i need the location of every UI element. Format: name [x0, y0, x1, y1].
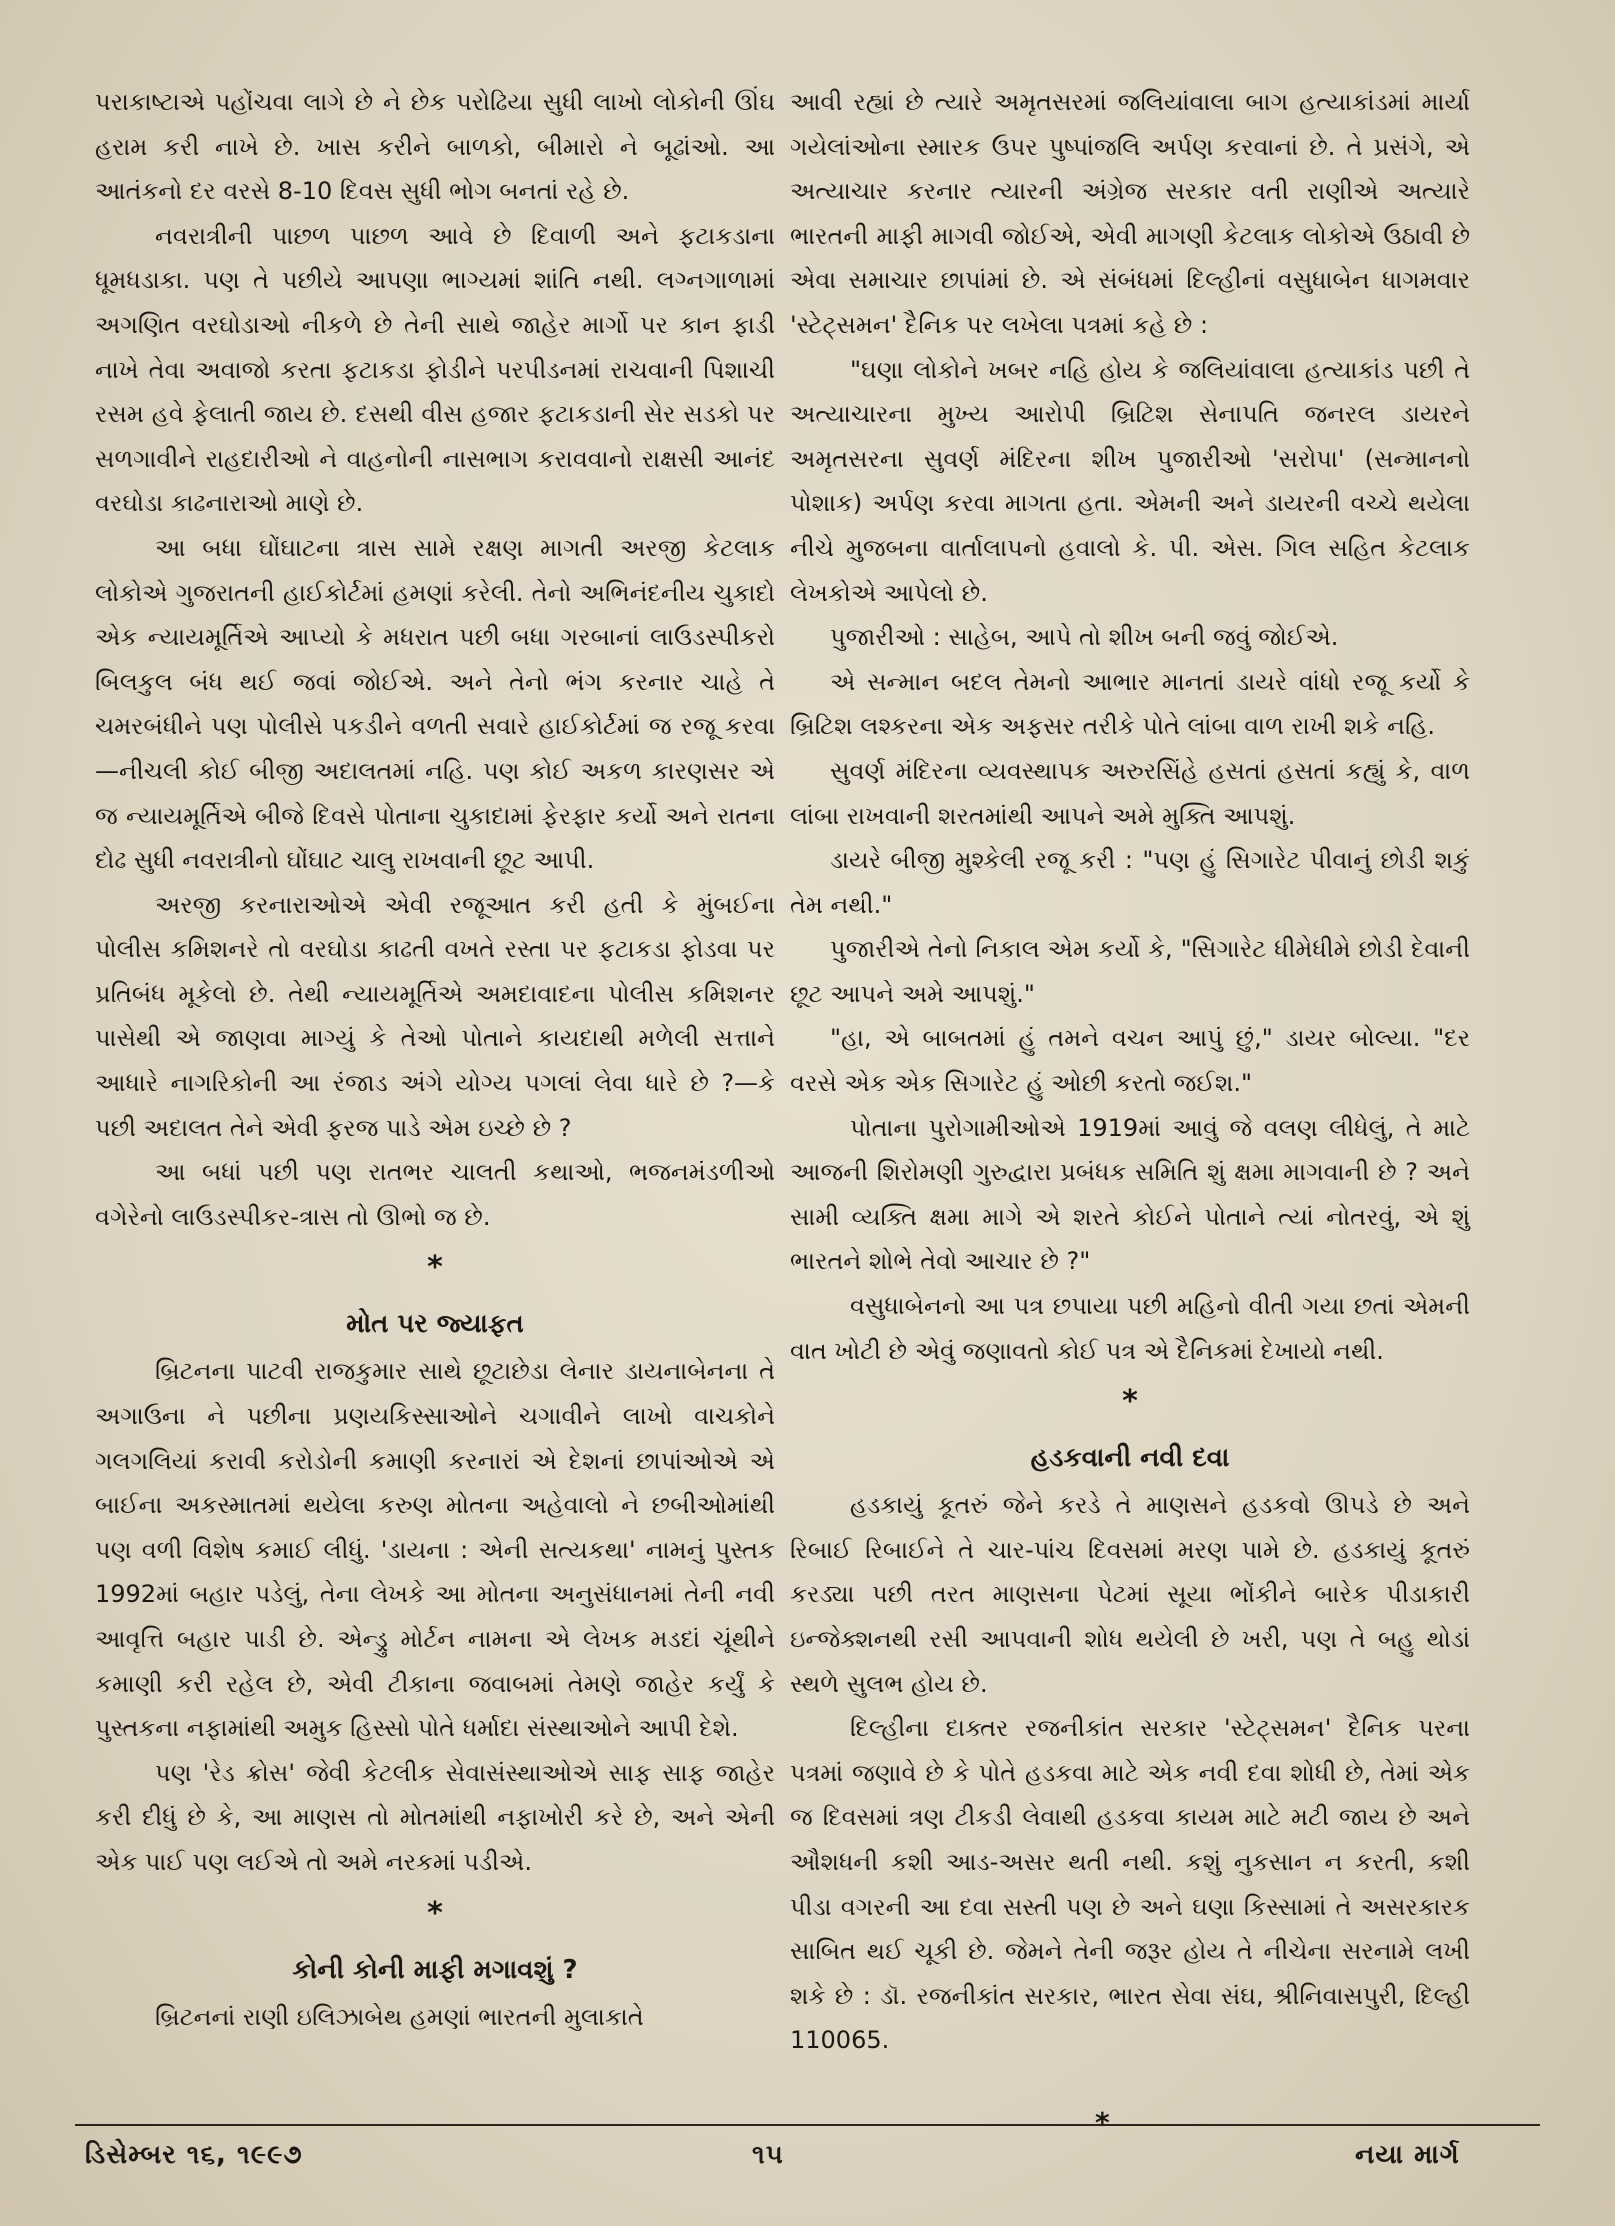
- dialog-line: સુવર્ણ મંદિરના વ્યવસ્થાપક અરુરસિંહે હસતાં હસતાં કહ્યું કે, વાળ લાંબા રાખવાની શરતમાંથી આપને અમે મુક્તિ આપશું.: [790, 756, 1470, 830]
- dialog-line: એ સન્માન બદલ તેમનો આભાર માનતાં ડાયરે વાંધો રજૂ કર્યો કે બ્રિટિશ લશ્કરના એક અફસર તરીકે પોતે લાંબા વાળ રાખી શકે નહિ.: [790, 667, 1470, 741]
- footer-star: *: [1095, 2106, 1110, 2139]
- paragraph: પરાકાષ્ટાએ પહોંચવા લાગે છે ને છેક પરોઢિયા સુધી લાખો લોકોની ઊંઘ હરામ કરી નાખે છે. ખાસ કરીને બાળકો, બીમારો ને બૂઢાંઓ. આ આતંકનો દર વરસે 8-10 દિવસ સુધી ભોગ બનતાં રહે છે.: [95, 88, 775, 206]
- paragraph: આવી રહ્યાં છે ત્યારે અમૃતસરમાં જલિયાંવાલા બાગ હત્યાકાંડમાં માર્યા ગયેલાંઓના સ્મારક ઉપર પુષ્પાંજલિ અર્પણ કરવાનાં છે. તે પ્રસંગે, એ અત્યાચાર કરનાર ત્યારની અંગ્રેજ સરકાર વતી રાણીએ અત્યારે ભારતની માફી માગવી જોઈએ, એવી માગણી કેટલાક લોકોએ ઉઠાવી છે એવા સમાચાર છાપાંમાં છે. એ સંબંધમાં દિલ્હીનાં વસુધાબેન ધાગમવાર 'સ્ટેટ્સમન' દૈનિક પર લખેલા પત્રમાં કહે છે :: [790, 88, 1470, 339]
- paragraph: બ્રિટનના પાટવી રાજકુમાર સાથે છૂટાછેડા લેનાર ડાયનાબેનના તે અગાઉના ને પછીના પ્રણયકિસ્સાઓને ચગાવીને લાખો વાચકોને ગલગલિયાં કરાવી કરોડોની કમાણી કરનારાં એ દેશનાં છાપાંઓએ એ બાઈના અકસ્માતમાં થયેલા કરુણ મોતના અહેવાલો ને છબીઓમાંથી પણ વળી વિશેષ કમાઈ લીધું. 'ડાયના : એની સત્યકથા' નામનું પુસ્તક 1992માં બહાર પડેલું, તેના લેખકે આ મોતના અનુસંધાનમાં તેની નવી આવૃત્તિ બહાર પાડી છે. એન્ડ્રુ મોર્ટન નામના એ લેખક મડદાં ચૂંથીને કમાણી કરી રહેલ છે, એવી ટીકાના જવાબમાં તેમણે જાહેર કર્યું કે પુસ્તકના નફામાંથી અમુક હિસ્સો પોતે ધર્માદા સંસ્થાઓને આપી દેશે.: [95, 1357, 775, 1743]
- paragraph: આ બધા ઘોંઘાટના ત્રાસ સામે રક્ષણ માગતી અરજી કેટલાક લોકોએ ગુજરાતની હાઈકોર્ટમાં હમણાં કરેલી. તેનો અભિનંદનીય ચુકાદો એક ન્યાયમૂર્તિએ આપ્યો કે મધરાત પછી બધા ગરબાનાં લાઉડસ્પીકરો બિલકુલ બંધ થઈ જવાં જોઈએ. અને તેનો ભંગ કરનાર ચાહે તે ચમરબંધીને પણ પોલીસે પકડીને વળતી સવારે હાઈકોર્ટમાં જ રજૂ કરવા—નીચલી કોઈ બીજી અદાલતમાં નહિ. પણ કોઈ અકળ કારણસર એ જ ન્યાયમૂર્તિએ બીજે દિવસે પોતાના ચુકાદામાં ફેરફાર કર્યો અને રાતના દોઢ સુધી નવરાત્રીનો ઘોંઘાટ ચાલુ રાખવાની છૂટ આપી.: [95, 533, 775, 875]
- footer-rule: [75, 2124, 1540, 2126]
- section-heading: મોત પર જ્યાફત: [346, 1309, 524, 1340]
- dialog-line: "હા, એ બાબતમાં હું તમને વચન આપું છું," ડાયર બોલ્યા. "દર વરસે એક એક સિગારેટ હું ઓછી કરતો જઈશ.": [790, 1024, 1470, 1098]
- paragraph: અરજી કરનારાઓએ એવી રજૂઆત કરી હતી કે મુંબઈના પોલીસ કમિશનરે તો વરઘોડા કાઢતી વખતે રસ્તા પર ફટાકડા ફોડવા પર પ્રતિબંધ મૂકેલો છે. તેથી ન્યાયમૂર્તિએ અમદાવાદના પોલીસ કમિશનર પાસેથી એ જાણવા માગ્યું કે તેઓ પોતાને કાયદાથી મળેલી સત્તાને આધારે નાગરિકોની આ રંજાડ અંગે યોગ્ય પગલાં લેવા ધારે છે ?—કે પછી અદાલત તેને એવી ફરજ પાડે એમ ઇચ્છે છે ?: [95, 890, 775, 1142]
- right-column: [790, 80, 1470, 2063]
- paragraph: દિલ્હીના દાક્તર રજનીકાંત સરકાર 'સ્ટેટ્સમન' દૈનિક પરના પત્રમાં જણાવે છે કે પોતે હડકવા માટે એક નવી દવા શોધી છે, તેમાં એક જ દિવસમાં ત્રણ ટીકડી લેવાથી હડકવા કાયમ માટે મટી જાય છે અને ઔશધની કશી આડ-અસર થતી નથી. કશું નુકસાન ન કરતી, કશી પીડા વગરની આ દવા સસ્તી પણ છે અને ઘણા કિસ્સામાં તે અસરકારક સાબિત થઈ ચૂકી છે. જેમને તેની જરૂર હોય તે નીચેના સરનામે લખી શકે છે : ડૉ. રજનીકાંત સરકાર, ભારત સેવા સંઘ, શ્રીનિવાસપુરી, દિલ્હી 110065.: [790, 1714, 1470, 2055]
- quoted-paragraph: "ઘણા લોકોને ખબર નહિ હોય કે જલિયાંવાલા હત્યાકાંડ પછી તે અત્યાચારના મુખ્ય આરોપી બ્રિટિશ સેનાપતિ જનરલ ડાયરને અમૃતસરના સુવર્ણ મંદિરના શીખ પુજારીઓ 'સરોપા' (સન્માનનો પોશાક) અર્પણ કરવા માગતા હતા. એમની અને ડાયરની વચ્ચે થયેલા નીચે મુજબના વાર્તાલાપનો હવાલો કે. પી. એસ. ગિલ સહિત કેટલાક લેખકોએ આપેલો છે.: [790, 355, 1470, 607]
- paragraph: પણ 'રેડ ક્રોસ' જેવી કેટલીક સેવાસંસ્થાઓએ સાફ સાફ જાહેર કરી દીધું છે કે, આ માણસ તો મોતમાંથી નફાખોરી કરે છે, અને એની એક પાઈ પણ લઈએ તો અમે નરકમાં પડીએ.: [95, 1758, 775, 1876]
- footer-date: ડિસેમ્બર ૧૬, ૧૯૯૭: [85, 2140, 303, 2170]
- magazine-name: નયા માર્ગ: [1355, 2140, 1460, 2170]
- section-separator: *: [427, 1895, 443, 1931]
- paragraph: પોતાના પુરોગામીઓએ 1919માં આવું જે વલણ લીધેલું, તે માટે આજની શિરોમણી ગુરુદ્વારા પ્રબંધક સમિતિ શું ક્ષમા માગવાની છે ? અને સામી વ્યક્તિ ક્ષમા માગે એ શરતે કોઈને પોતાને ત્યાં નોતરવું, એ શું ભારતને શોભે તેવો આચાર છે ?": [790, 1113, 1470, 1276]
- section-separator: *: [427, 1250, 443, 1286]
- paragraph: હડકાયું કૂતરું જેને કરડે તે માણસને હડકવો ઊપડે છે અને રિબાઈ રિબાઈને તે ચાર-પાંચ દિવસમાં મરણ પામે છે. હડકાયું કૂતરું કરડ્યા પછી તરત માણસના પેટમાં સૂયા ભોંકીને બારેક પીડાકારી ઇન્જેક્શનથી રસી આપવાની શોધ થયેલી છે ખરી, પણ તે બહુ થોડાં સ્થળે સુલભ હોય છે.: [790, 1491, 1470, 1698]
- dialog-line: પુજારીઓ : સાહેબ, આપે તો શીખ બની જવું જોઈએ.: [830, 623, 1339, 652]
- paragraph: વસુધાબેનનો આ પત્ર છપાયા પછી મહિનો વીતી ગયા છતાં એમની વાત ખોટી છે એવું જણાવતો કોઈ પત્ર એ દૈનિકમાં દેખાયો નથી.: [790, 1292, 1470, 1365]
- paragraph: આ બધાં પછી પણ રાતભર ચાલતી કથાઓ, ભજનમંડળીઓ વગેરેનો લાઉડસ્પીકર-ત્રાસ તો ઊભો જ છે.: [95, 1158, 775, 1231]
- page-number: ૧૫: [752, 2140, 784, 2170]
- section-separator: *: [1122, 1384, 1138, 1420]
- paragraph: નવરાત્રીની પાછળ પાછળ આવે છે દિવાળી અને ફટાકડાના ધૂમધડાકા. પણ તે પછીયે આપણા ભાગ્યમાં શાંતિ નથી. લગ્નગાળામાં અગણિત વરઘોડાઓ નીકળે છે તેની સાથે જાહેર માર્ગો પર કાન ફાડી નાખે તેવા અવાજો કરતા ફટાકડા ફોડીને પરપીડનમાં રાચવાની પિશાચી રસમ હવે ફેલાતી જાય છે. દસથી વીસ હજાર ફટાકડાની સેર સડકો પર સળગાવીને રાહદારીઓ ને વાહનોની નાસભાગ કરાવવાનો રાક્ષસી આનંદ વરઘોડા કાઢનારાઓ માણે છે.: [95, 221, 775, 518]
- paragraph: બ્રિટનનાં રાણી ઇલિઝાબેથ હમણાં ભારતની મુલાકાતે: [155, 2002, 644, 2031]
- section-heading: કોની કોની માફી મગાવશું ?: [292, 1954, 578, 1985]
- dialog-line: ડાયરે બીજી મુશ્કેલી રજૂ કરી : "પણ હું સિગારેટ પીવાનું છોડી શકું તેમ નથી.": [790, 846, 1470, 919]
- section-heading: હડકવાની નવી દવા: [1030, 1443, 1230, 1474]
- dialog-line: પુજારીએ તેનો નિકાલ એમ કર્યો કે, "સિગારેટ ધીમેધીમે છોડી દેવાની છૂટ આપને અમે આપશું.": [790, 935, 1470, 1008]
- left-column: [95, 80, 775, 2039]
